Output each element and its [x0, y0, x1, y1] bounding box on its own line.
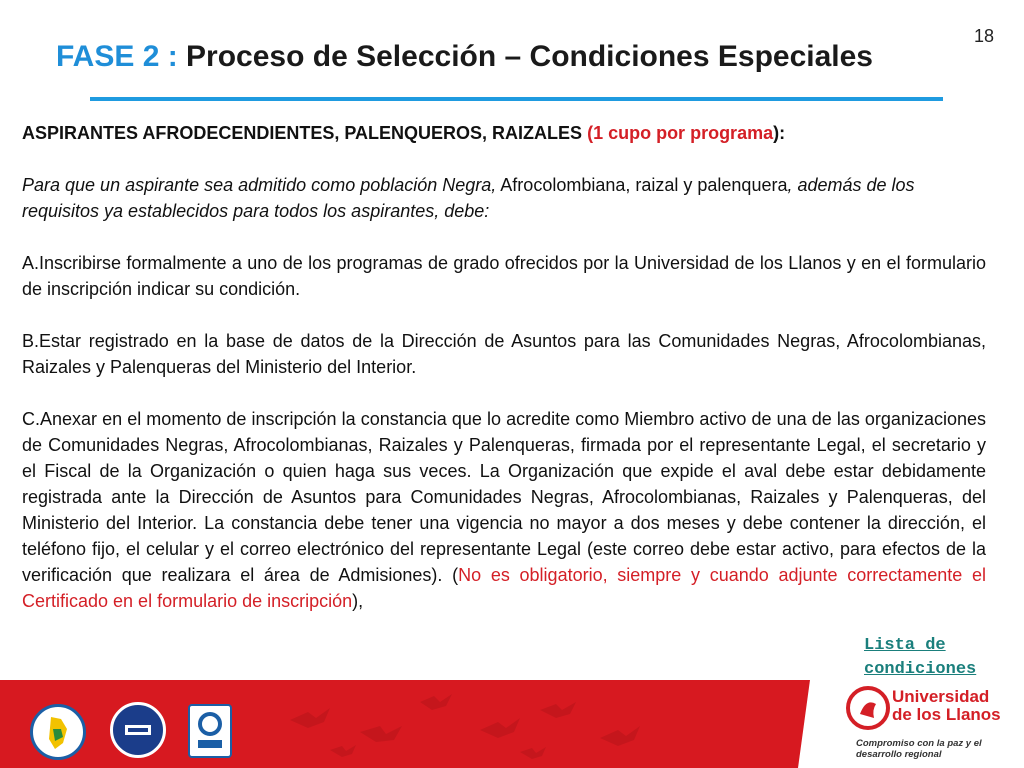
conditions-list-link[interactable] — [864, 634, 976, 682]
intro-part-3: , además de los requisitos ya establecidos para todos los aspirantes, debe: — [22, 175, 915, 221]
link-line-2[interactable]: condiciones — [864, 660, 977, 679]
slide-body — [22, 120, 986, 614]
requirement-c — [22, 406, 986, 614]
heading-close: ): — [773, 123, 786, 143]
slide-title — [56, 40, 996, 74]
quota-text: 1 cupo por programa — [593, 123, 774, 143]
title-underline — [90, 97, 943, 101]
university-crest-icon — [846, 684, 890, 734]
requirement-a: A.Inscribirse formalmente a uno de los programas de grado ofrecidos por la Universidad de los Llanos y en el formulario de inscripción indicar su condición. — [22, 253, 986, 299]
section-heading — [22, 120, 986, 146]
title-text: Proceso de Selección – Condiciones Especiales — [177, 40, 873, 73]
iqnet-certification-icon — [110, 702, 166, 758]
university-slogan: Compromiso con la paz y el desarrollo regional — [856, 738, 982, 760]
requirement-c-end: ), — [352, 591, 364, 611]
requirement-c-note: No es obligatorio, siempre y cuando adjunte correctamente el Certificado en el formulario de inscripción — [22, 565, 986, 611]
page-number: 18 — [973, 26, 994, 46]
requirement-c-text: C.Anexar en el momento de inscripción la constancia que lo acredite como Miembro activo de una de las organizaciones de Comunidades Negras, Afrocolombianas, Raizales y Palenqueras, firmada por el representante Legal, el secretario y el Fiscal de la Organización o quien haga sus veces. La Organización que expide el aval debe estar debidamente registrada ante la Dirección de Asuntos para Comunidades Negras, Afrocolombianas, Raizales y Palenqueras, del Ministerio del Interior. La constancia debe tener una vigencia no mayor a dos meses y debe contener la dirección, el teléfono fijo, el celular y el correo electrónico del representante Legal (este correo debe estar activo, para efectos de la verificación que realizara el área de Admisiones). ( — [22, 409, 986, 585]
link-line-1[interactable]: Lista de — [864, 636, 946, 655]
colombia-map-seal-icon — [30, 704, 86, 760]
intro-part-1: Para que un aspirante sea admitido como población Negra, — [22, 175, 497, 195]
heading-text: ASPIRANTES AFRODECENDIENTES, PALENQUEROS, RAIZALES — [22, 123, 588, 143]
university-name: Universidad de los Llanos — [892, 687, 1001, 724]
requirement-b: B.Estar registrado en la base de datos de la Dirección de Asuntos para las Comunidades Negras, Afrocolombianas, Raizales y Palenqueras del Ministerio del Interior. — [22, 331, 986, 377]
iso-certification-icon — [188, 704, 232, 758]
intro-paragraph — [22, 172, 986, 224]
university-logo — [846, 684, 1006, 764]
heading-paren: ( — [587, 123, 594, 143]
title-phase: FASE 2 : — [56, 40, 178, 73]
intro-part-2: Afrocolombiana, raizal y palenquera — [496, 175, 788, 195]
certification-logos — [30, 700, 240, 760]
